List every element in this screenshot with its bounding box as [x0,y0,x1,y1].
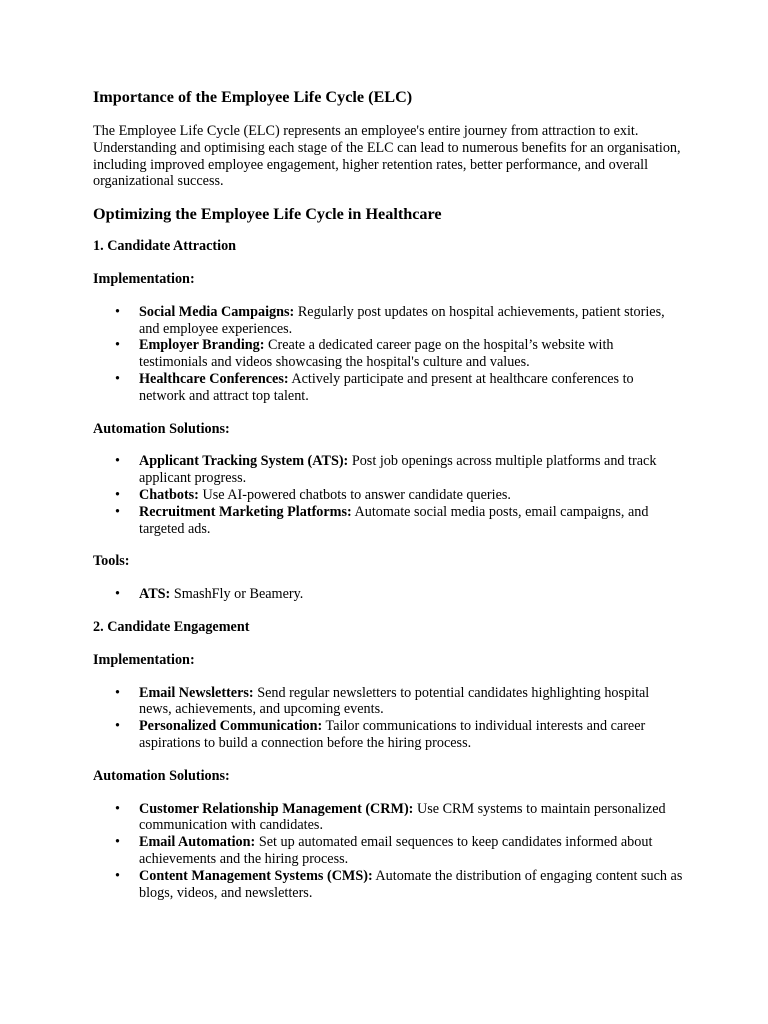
list-item-term: Email Newsletters: [139,684,254,701]
list-item-text: Tailor communications to individual interests and career aspirations to build a connection before the hiring process. [139,718,646,751]
list-item-text: Set up automated email sequences to keep candidates informed about achievements and the hiring process. [139,834,653,867]
list-item-term: Content Management Systems (CMS): [139,867,373,884]
list-item [93,304,683,338]
implementation-label: Implementation: [93,270,195,287]
bullet-icon: • [115,586,120,603]
implementation-list [93,304,683,405]
list-item-text: Create a dedicated career page on the hospital’s website with testimonials and videos showcasing the hospital's culture and values. [139,337,614,371]
bullet-icon: • [115,718,120,735]
list-item-text: SmashFly or Beamery. [170,586,304,603]
list-item-text: Use AI-powered chatbots to answer candidate queries. [198,486,511,503]
list-item [93,801,683,835]
bullet-icon: • [115,486,120,503]
section-title: Optimizing the Employee Life Cycle in Healthcare [93,205,442,224]
stage-heading-candidate-engagement: 2. Candidate Engagement [93,618,250,635]
bullet-icon: • [115,337,120,354]
list-item-term: ATS: [139,586,171,603]
bullet-icon: • [115,834,120,851]
list-item [93,586,683,603]
intro-paragraph: The Employee Life Cycle (ELC) represents an employee's entire journey from attraction to exit. Understanding and optimising each stage of the ELC can lead to numerous benefits for an organisation, including improved employee engagement, higher retention rates, better performance, and overall organizational success. [93,123,681,190]
bullet-icon: • [115,503,120,520]
list-item-term: Email Automation: [139,834,256,851]
list-item-text: Regularly post updates on hospital achievements, patient stories, and employee experiences. [139,303,665,337]
bullet-icon: • [115,453,120,470]
stage-heading-candidate-attraction: 1. Candidate Attraction [93,238,237,255]
list-item-term: Employer Branding: [139,337,265,354]
list-item [93,504,683,538]
document-page [93,88,683,917]
implementation-label: Implementation: [93,651,195,668]
list-item-term: Chatbots: [139,486,199,503]
tools-list [93,586,683,603]
list-item-term: Healthcare Conferences: [139,370,289,387]
bullet-icon: • [115,303,120,320]
list-item-text: Send regular newsletters to potential candidates highlighting hospital news, achievements, and upcoming events. [139,684,650,718]
list-item-text: Post job openings across multiple platforms and track applicant progress. [139,453,657,487]
automation-solutions-label: Automation Solutions: [93,767,230,784]
list-item [93,718,683,752]
list-item-text: Actively participate and present at healthcare conferences to network and attract top talent. [139,370,634,404]
bullet-icon: • [115,370,120,387]
list-item-text: Use CRM systems to maintain personalized communication with candidates. [139,800,666,834]
tools-label: Tools: [93,553,130,570]
automation-solutions-list [93,453,683,537]
document-title: Importance of the Employee Life Cycle (ELC) [93,88,413,106]
list-item-term: Recruitment Marketing Platforms: [139,503,352,520]
list-item [93,371,683,405]
list-item [93,487,683,504]
list-item [93,834,683,868]
automation-solutions-list [93,801,683,902]
bullet-icon: • [115,867,120,884]
automation-solutions-label: Automation Solutions: [93,420,230,437]
list-item-text: Automate social media posts, email campaigns, and targeted ads. [139,503,649,537]
list-item [93,868,683,902]
bullet-icon: • [115,684,120,701]
list-item-term: Personalized Communication: [139,718,323,735]
list-item-term: Customer Relationship Management (CRM): [139,800,414,817]
list-item [93,337,683,371]
bullet-icon: • [115,800,120,817]
list-item-term: Social Media Campaigns: [139,303,295,320]
list-item [93,685,683,719]
list-item-term: Applicant Tracking System (ATS): [139,453,349,470]
implementation-list [93,685,683,752]
list-item-text: Automate the distribution of engaging content such as blogs, videos, and newsletters. [139,867,683,901]
list-item [93,453,683,487]
